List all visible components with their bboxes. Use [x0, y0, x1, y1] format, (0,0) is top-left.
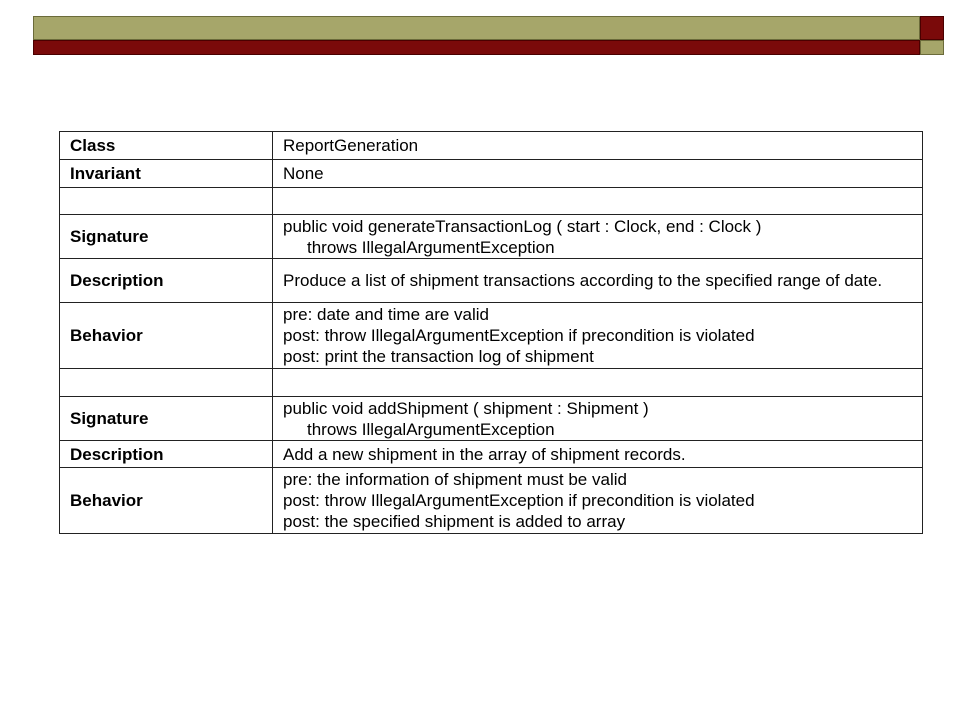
row-label: Behavior [60, 468, 273, 534]
value-line: post: throw IllegalArgumentException if precondition is violated [283, 491, 755, 510]
table-row-signature [60, 215, 923, 259]
table-row-class [60, 132, 923, 160]
table-row-description [60, 441, 923, 468]
value-line: pre: date and time are valid [283, 305, 490, 324]
row-label: Signature [60, 215, 273, 259]
row-label: Behavior [60, 303, 273, 369]
row-value [273, 160, 923, 188]
row-value [273, 259, 923, 303]
value-line: public void addShipment ( shipment : Shipment ) [283, 398, 649, 418]
value-line: None [283, 164, 324, 183]
value-line: Add a new shipment in the array of shipment records. [283, 444, 686, 464]
value-line: public void generateTransactionLog ( start : Clock, end : Clock ) [283, 216, 762, 236]
row-label: Description [60, 441, 273, 468]
row-label: Signature [60, 397, 273, 441]
table-row-signature [60, 397, 923, 441]
title-bar-maroon-strip [33, 40, 920, 55]
row-value [273, 132, 923, 160]
value-line: post: throw IllegalArgumentException if precondition is violated [283, 326, 755, 345]
value-line: Produce a list of shipment transactions according to the specified range of date. [283, 271, 883, 290]
row-value [273, 215, 923, 259]
value-line: post: the specified shipment is added to array [283, 512, 626, 531]
value-line: ReportGeneration [283, 136, 419, 155]
row-label: Class [60, 132, 273, 160]
row-value-empty [273, 188, 923, 215]
row-value [273, 441, 923, 468]
title-bar-maroon-square [920, 16, 944, 40]
table-row-spacer [60, 188, 923, 215]
title-bar-olive-square [920, 40, 944, 55]
class-spec-table [59, 131, 923, 534]
value-line: pre: the information of shipment must be valid [283, 470, 627, 489]
row-label: Description [60, 259, 273, 303]
table-row-behavior [60, 303, 923, 369]
table-row-behavior [60, 468, 923, 534]
row-value [273, 397, 923, 441]
table-row-invariant [60, 160, 923, 188]
row-value-empty [273, 369, 923, 397]
row-label: Invariant [60, 160, 273, 188]
row-value [273, 303, 923, 369]
value-line: post: print the transaction log of shipment [283, 347, 594, 366]
row-value [273, 468, 923, 534]
table-row-spacer [60, 369, 923, 397]
title-bar-olive-top [33, 16, 920, 40]
table-row-description [60, 259, 923, 303]
row-label-empty [60, 369, 273, 397]
value-line: throws IllegalArgumentException [307, 419, 555, 439]
value-line: throws IllegalArgumentException [307, 237, 555, 257]
row-label-empty [60, 188, 273, 215]
